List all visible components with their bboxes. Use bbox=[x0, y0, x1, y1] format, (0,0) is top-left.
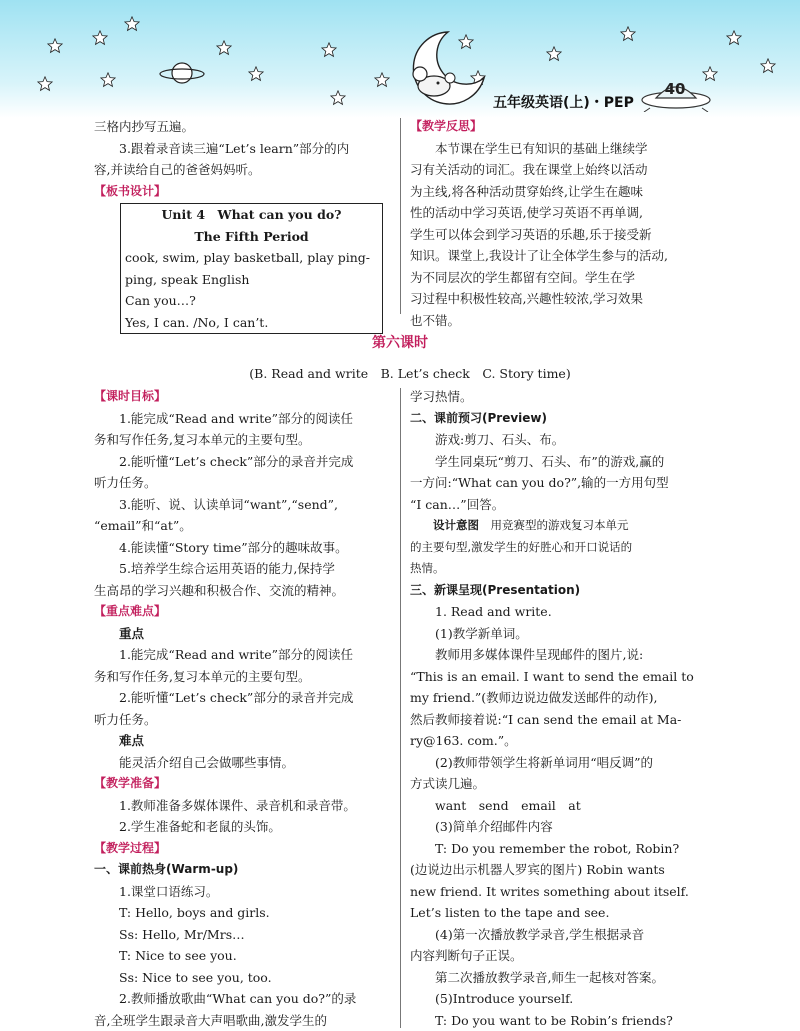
text-line: (2)教师带领学生将新单词用“唱反调”的 bbox=[410, 752, 710, 774]
text-line: 2.能听懂“Let’s check”部分的录音并完成 bbox=[94, 451, 394, 473]
text-line: 4.能读懂“Story time”部分的趣味故事。 bbox=[94, 537, 394, 559]
text-line: “I can…”回答。 bbox=[410, 494, 710, 516]
text-line: 学生同桌玩“剪刀、石头、布”的游戏,赢的 bbox=[410, 451, 710, 473]
text-line: 2.能听懂“Let’s check”部分的录音并完成 bbox=[94, 687, 394, 709]
presentation-heading: 三、新课呈现(Presentation) bbox=[410, 580, 710, 602]
process-heading: 【教学过程】 bbox=[94, 838, 394, 860]
text-line: 用竞赛型的游戏复习本单元 bbox=[491, 518, 629, 532]
text-line: (4)第一次播放教学录音,学生根据录音 bbox=[410, 924, 710, 946]
grade-title: 五年级英语(上)・PEP bbox=[493, 92, 634, 112]
text-line: 5.培养学生综合运用英语的能力,保持学 bbox=[94, 558, 394, 580]
text-line: Let’s listen to the tape and see. bbox=[410, 902, 710, 924]
text-line: T: Hello, boys and girls. bbox=[94, 902, 394, 924]
text-line: Ss: Nice to see you, too. bbox=[94, 967, 394, 989]
lesson-title: 第六课时 bbox=[0, 332, 800, 352]
text-line: ry@163. com.”。 bbox=[410, 730, 710, 752]
text-line: 听力任务。 bbox=[94, 472, 394, 494]
text-line: 方式读几遍。 bbox=[410, 773, 710, 795]
text-line: 习有关活动的词汇。我在课堂上始终以活动 bbox=[410, 159, 710, 181]
text-line: 学习热情。 bbox=[410, 386, 710, 408]
text-line: 习过程中积极性较高,兴趣性较浓,学习效果 bbox=[410, 288, 710, 310]
star-icon bbox=[330, 90, 346, 106]
lesson-subtitle: (B. Read and write B. Let’s check C. Story time) bbox=[0, 364, 800, 382]
star-icon bbox=[100, 72, 116, 88]
text-line: “email”和“at”。 bbox=[94, 515, 394, 537]
top-left-column bbox=[94, 116, 390, 334]
text-line: 然后教师接着说:“I can send the email at Ma- bbox=[410, 709, 710, 731]
text-line: (3)简单介绍邮件内容 bbox=[410, 816, 710, 838]
star-icon bbox=[546, 46, 562, 62]
text-line: 教师用多媒体课件呈现邮件的图片,说: bbox=[410, 644, 710, 666]
board-design-box bbox=[120, 203, 383, 334]
design-intent-line bbox=[410, 515, 710, 537]
text-line: (5)Introduce yourself. bbox=[410, 988, 710, 1010]
text-line: 第二次播放教学录音,师生一起核对答案。 bbox=[410, 967, 710, 989]
text-line: new friend. It writes something about itself. bbox=[410, 881, 710, 903]
header-banner bbox=[0, 0, 800, 118]
text-line: 3.能听、说、认读单词“want”,“send”, bbox=[94, 494, 394, 516]
text-line: 生高昂的学习兴趣和积极合作、交流的精神。 bbox=[94, 580, 394, 602]
text-line: 本节课在学生已有知识的基础上继续学 bbox=[410, 138, 710, 160]
star-icon bbox=[216, 40, 232, 56]
text-line: 性的活动中学习英语,使学习英语不再单调, bbox=[410, 202, 710, 224]
board-line: Yes, I can. /No, I can’t. bbox=[125, 312, 378, 334]
board-line: cook, swim, play basketball, play ping- bbox=[125, 247, 378, 269]
text-line: T: Nice to see you. bbox=[94, 945, 394, 967]
star-icon bbox=[47, 38, 63, 54]
warmup-heading: 一、课前热身(Warm-up) bbox=[94, 859, 394, 881]
text-line: 2.教师播放歌曲“What can you do?”的录 bbox=[94, 988, 394, 1010]
text-line: 游戏:剪刀、石头、布。 bbox=[410, 429, 710, 451]
goals-heading: 【课时目标】 bbox=[94, 386, 394, 408]
text-line: (1)教学新单词。 bbox=[410, 623, 710, 645]
text-line: 热情。 bbox=[410, 558, 710, 580]
star-icon bbox=[620, 26, 636, 42]
text-line: 为不同层次的学生都留有空间。学生在学 bbox=[410, 267, 710, 289]
text-line: 能灵活介绍自己会做哪些事情。 bbox=[94, 752, 394, 774]
text-line: 2.学生准备蛇和老鼠的头饰。 bbox=[94, 816, 394, 838]
key-label: 重点 bbox=[94, 623, 394, 645]
text-line: 也不错。 bbox=[410, 310, 710, 332]
preparation-heading: 【教学准备】 bbox=[94, 773, 394, 795]
right-column bbox=[410, 386, 710, 1031]
star-icon bbox=[124, 16, 140, 32]
difficult-label: 难点 bbox=[94, 730, 394, 752]
text-line: Ss: Hello, Mr/Mrs… bbox=[94, 924, 394, 946]
text-line: 的主要句型,激发学生的好胜心和开口说话的 bbox=[410, 537, 710, 559]
text-line: 务和写作任务,复习本单元的主要句型。 bbox=[94, 429, 394, 451]
text-line: 1. Read and write. bbox=[410, 601, 710, 623]
text-line: 听力任务。 bbox=[94, 709, 394, 731]
star-icon bbox=[248, 66, 264, 82]
text-line: 音,全班学生跟录音大声唱歌曲,激发学生的 bbox=[94, 1010, 394, 1031]
column-divider bbox=[400, 118, 401, 314]
text-line: want send email at bbox=[410, 795, 710, 817]
text-line: “This is an email. I want to send the email to bbox=[410, 666, 710, 688]
moon-mouse-icon bbox=[398, 28, 488, 108]
left-column bbox=[94, 386, 394, 1031]
board-subtitle: The Fifth Period bbox=[125, 226, 378, 248]
column-divider bbox=[400, 388, 401, 1028]
text-line: 为主线,将各种活动贯穿始终,让学生在趣味 bbox=[410, 181, 710, 203]
star-icon bbox=[374, 72, 390, 88]
text-line: 务和写作任务,复习本单元的主要句型。 bbox=[94, 666, 394, 688]
text-line: 学生可以体会到学习英语的乐趣,乐于接受新 bbox=[410, 224, 710, 246]
design-intent-label: 设计意图 bbox=[433, 518, 479, 532]
star-icon bbox=[92, 30, 108, 46]
text-line: T: Do you want to be Robin’s friends? bbox=[410, 1010, 710, 1031]
text-line: 知识。课堂上,我设计了让全体学生参与的活动, bbox=[410, 245, 710, 267]
top-right-column bbox=[410, 116, 710, 331]
star-icon bbox=[37, 76, 53, 92]
star-icon bbox=[760, 58, 776, 74]
text-line: 1.教师准备多媒体课件、录音机和录音带。 bbox=[94, 795, 394, 817]
text-line: 1.能完成“Read and write”部分的阅读任 bbox=[94, 408, 394, 430]
board-design-heading: 【板书设计】 bbox=[94, 181, 390, 203]
reflection-heading: 【教学反思】 bbox=[410, 116, 710, 138]
board-line: ping, speak English bbox=[125, 269, 378, 291]
star-icon bbox=[726, 30, 742, 46]
text-line: (边说边出示机器人罗宾的图片) Robin wants bbox=[410, 859, 710, 881]
text-line: 三格内抄写五遍。 bbox=[94, 116, 390, 138]
text-line: my friend.”(教师边说边做发送邮件的动作), bbox=[410, 687, 710, 709]
planet-icon bbox=[158, 58, 206, 88]
text-line: 内容判断句子正误。 bbox=[410, 945, 710, 967]
board-title: Unit 4 What can you do? bbox=[125, 204, 378, 226]
text-line: 3.跟着录音读三遍“Let’s learn”部分的内 bbox=[94, 138, 390, 160]
board-line: Can you…? bbox=[125, 290, 378, 312]
text-line: 1.课堂口语练习。 bbox=[94, 881, 394, 903]
page-number: 40 bbox=[657, 80, 693, 98]
star-icon bbox=[321, 42, 337, 58]
text-line: 1.能完成“Read and write”部分的阅读任 bbox=[94, 644, 394, 666]
text-line: 容,并读给自己的爸爸妈妈听。 bbox=[94, 159, 390, 181]
text-line: 一方问:“What can you do?”,输的一方用句型 bbox=[410, 472, 710, 494]
key-points-heading: 【重点难点】 bbox=[94, 601, 394, 623]
preview-heading: 二、课前预习(Preview) bbox=[410, 408, 710, 430]
text-line: T: Do you remember the robot, Robin? bbox=[410, 838, 710, 860]
